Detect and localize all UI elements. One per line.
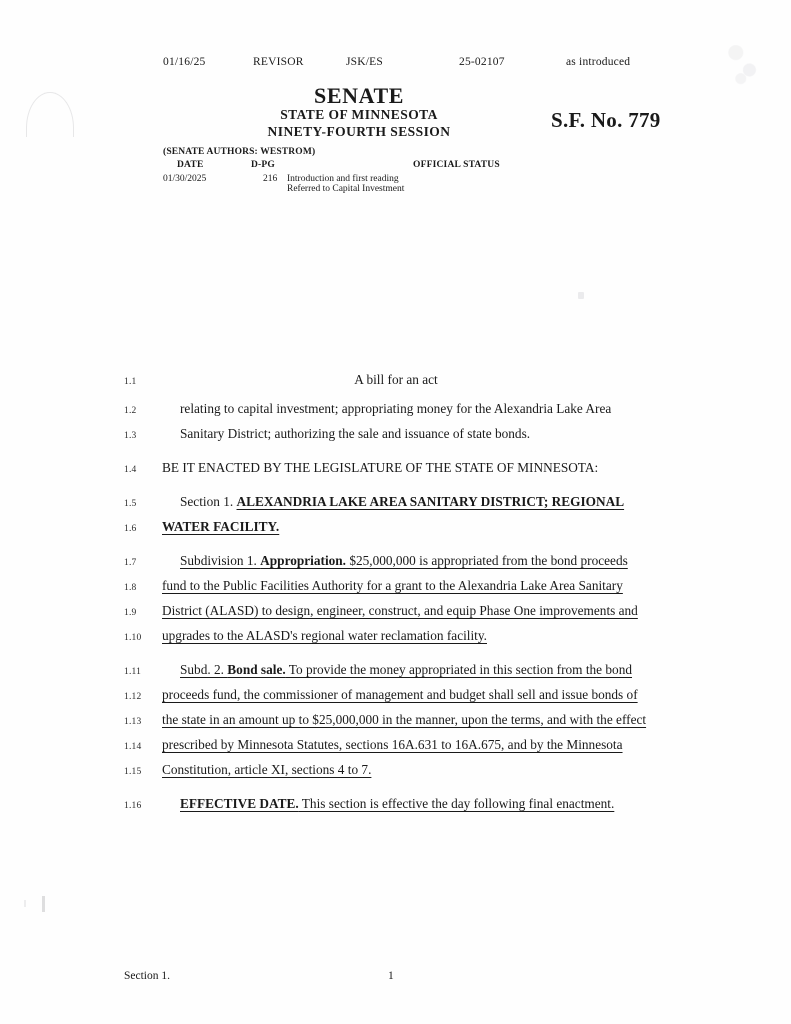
line-number: 1.3 xyxy=(124,431,137,441)
bill-line xyxy=(0,372,791,397)
line-text xyxy=(162,762,632,778)
text-segment: Section 1. xyxy=(180,494,237,509)
line-number: 1.6 xyxy=(124,524,137,534)
line-number: 1.1 xyxy=(124,377,137,387)
page-footer xyxy=(0,970,791,986)
footer-page-number: 1 xyxy=(388,970,394,982)
line-number: 1.7 xyxy=(124,558,137,568)
line-text xyxy=(162,519,632,535)
footer-section-label: Section 1. xyxy=(124,970,170,982)
line-text xyxy=(162,578,632,594)
document-header-meta xyxy=(0,56,791,72)
header-date: 01/16/25 xyxy=(163,56,206,68)
line-number: 1.10 xyxy=(124,633,142,643)
text-segment: District (ALASD) to design, engineer, construct, and equip Phase One improvements and xyxy=(162,603,638,618)
line-number: 1.11 xyxy=(124,667,142,677)
line-number: 1.12 xyxy=(124,692,142,702)
text-segment: Subd. 2. xyxy=(180,662,228,677)
line-text xyxy=(162,426,650,442)
line-text xyxy=(162,662,650,678)
header-status-note: as introduced xyxy=(566,56,631,68)
line-number: 1.8 xyxy=(124,583,137,593)
text-segment-emphasis: EFFECTIVE DATE. xyxy=(180,796,299,811)
line-number: 1.4 xyxy=(124,465,137,475)
line-text xyxy=(162,401,650,417)
line-text xyxy=(162,372,630,388)
text-segment: $25,000,000 is appropriated from the bond proceeds xyxy=(346,553,628,568)
text-segment: Sanitary District; authorizing the sale and issuance of state bonds. xyxy=(180,426,531,441)
line-text xyxy=(162,712,647,728)
official-status-table xyxy=(163,159,623,193)
masthead-chamber: SENATE xyxy=(314,83,404,108)
text-segment-emphasis: ALEXANDRIA LAKE AREA SANITARY DISTRICT; REGIONAL xyxy=(236,494,625,509)
text-segment: Subdivision 1. xyxy=(180,553,261,568)
authors-status-block xyxy=(163,146,623,193)
line-text xyxy=(162,460,632,476)
line-text xyxy=(162,796,650,812)
text-segment: proceeds fund, the commissioner of management and budget shall sell and issue bonds of xyxy=(162,687,638,702)
masthead xyxy=(163,84,555,141)
status-entry-action-second: Referred to Capital Investment xyxy=(287,184,405,195)
text-segment: upgrades to the ALASD's regional water reclamation facility. xyxy=(162,628,487,643)
line-text xyxy=(162,687,638,703)
header-drafter-initials: JSK/ES xyxy=(346,56,383,68)
bill-line xyxy=(0,460,791,485)
line-number: 1.9 xyxy=(124,608,137,618)
bill-body xyxy=(0,372,791,821)
bill-line xyxy=(0,553,791,578)
bill-line xyxy=(0,762,791,787)
line-number: 1.15 xyxy=(124,767,142,777)
bill-line xyxy=(0,519,791,544)
bill-line xyxy=(0,426,791,451)
line-number: 1.5 xyxy=(124,499,137,509)
bill-line xyxy=(0,712,791,737)
text-segment: BE IT ENACTED BY THE LEGISLATURE OF THE STATE OF MINNESOTA: xyxy=(162,460,599,475)
text-segment-emphasis: Appropriation. xyxy=(260,553,347,568)
bill-line xyxy=(0,662,791,687)
header-revisor-label: REVISOR xyxy=(253,56,304,68)
text-segment: prescribed by Minnesota Statutes, sections 16A.631 to 16A.675, and by the Minnesota xyxy=(162,737,623,752)
bill-line xyxy=(0,603,791,628)
column-header-date: DATE xyxy=(177,160,204,171)
line-text xyxy=(162,628,632,644)
status-entry-dpg: 216 xyxy=(263,174,278,185)
line-number: 1.16 xyxy=(124,801,142,811)
bill-line xyxy=(0,401,791,426)
text-segment: This section is effective the day following final enactment. xyxy=(298,796,615,811)
scan-artifact-margin-mark-icon xyxy=(42,896,45,912)
text-segment-emphasis: WATER FACILITY. xyxy=(162,519,280,534)
status-entry-action-first: Introduction and first reading xyxy=(287,174,399,185)
text-segment: To provide the money appropriated in this section from the bond xyxy=(285,662,633,677)
scan-artifact-speck-icon xyxy=(578,292,584,299)
text-segment: Constitution, article XI, sections 4 to 7. xyxy=(162,762,372,777)
bill-line xyxy=(0,796,791,821)
line-text xyxy=(162,737,632,753)
header-document-number: 25-02107 xyxy=(459,56,505,68)
scan-artifact-page-curl-icon xyxy=(26,92,74,137)
bill-line xyxy=(0,628,791,653)
bill-line xyxy=(0,737,791,762)
bill-line xyxy=(0,578,791,603)
masthead-session: NINETY-FOURTH SESSION xyxy=(267,123,451,139)
line-number: 1.14 xyxy=(124,742,142,752)
bill-line xyxy=(0,687,791,712)
line-number: 1.13 xyxy=(124,717,142,727)
text-segment: the state in an amount up to $25,000,000 in the manner, upon the terms, and with the effect xyxy=(162,712,647,727)
bill-line xyxy=(0,494,791,519)
column-header-dpg: D-PG xyxy=(251,160,276,171)
text-segment: A bill for an act xyxy=(354,372,438,387)
line-text xyxy=(162,603,638,619)
masthead-state: STATE OF MINNESOTA xyxy=(280,107,438,123)
line-text xyxy=(162,553,650,569)
text-segment: relating to capital investment; appropriating money for the Alexandria Lake Area xyxy=(180,401,612,416)
status-entry-date: 01/30/2025 xyxy=(163,174,207,185)
senate-authors-line: (SENATE AUTHORS: WESTROM) xyxy=(163,147,316,157)
line-text xyxy=(162,494,650,510)
line-number: 1.2 xyxy=(124,406,137,416)
text-segment: fund to the Public Facilities Authority for a grant to the Alexandria Lake Area Sanitary xyxy=(162,578,623,593)
column-header-official-status: OFFICIAL STATUS xyxy=(413,160,500,171)
bill-number: S.F. No. 779 xyxy=(551,108,661,132)
scan-artifact-margin-tick-icon xyxy=(24,900,26,907)
text-segment-emphasis: Bond sale. xyxy=(227,662,286,677)
